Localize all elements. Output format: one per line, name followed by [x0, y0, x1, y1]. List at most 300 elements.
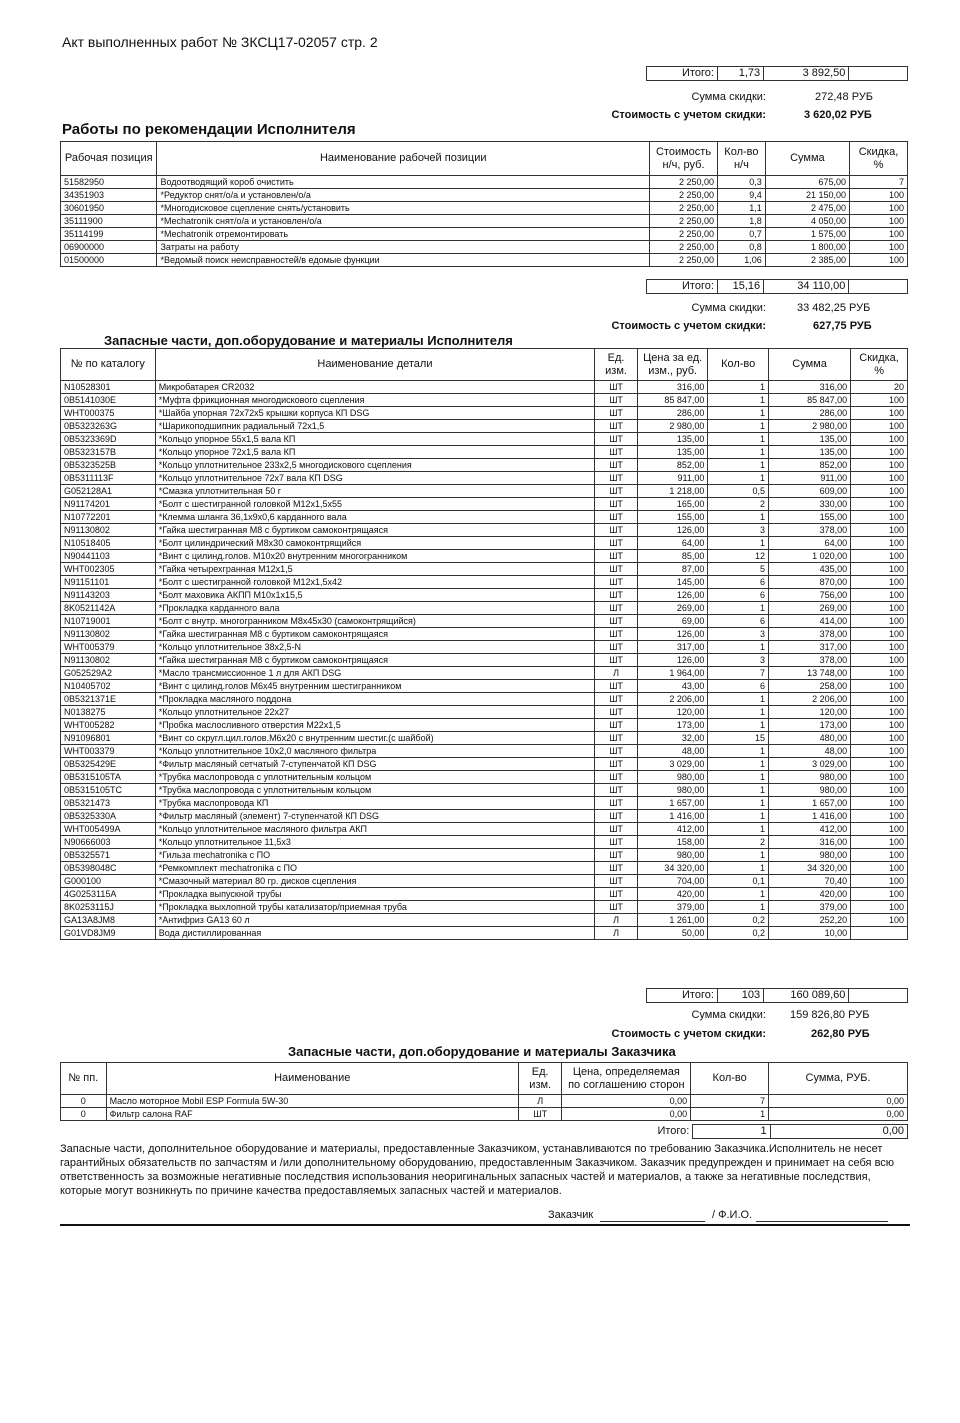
parts-row-cell: WHT005499A — [61, 823, 156, 836]
parts-with-discount-label: Стоимость с учетом скидки: — [611, 1028, 766, 1040]
parts-row-cell: ШТ — [595, 797, 638, 810]
parts-row-cell: *Кольцо уплотнительное 11,5x3 — [155, 836, 595, 849]
parts-row-cell: *Трубка маслопровода с уплотнительным кольцом — [155, 771, 595, 784]
works-total-qty: 15,16 — [717, 280, 763, 294]
parts-row-cell: *Гайка шестигранная M8 с буртиком самоконтрящаяся — [155, 628, 595, 641]
parts-discount-label: Сумма скидки: — [691, 1009, 766, 1021]
parts-row-cell: 135,00 — [768, 446, 850, 459]
parts-row-cell: 269,00 — [637, 602, 707, 615]
parts-row-cell: ШТ — [595, 784, 638, 797]
parts-row-cell: 0B5321371E — [61, 693, 156, 706]
parts-row-cell: Л — [595, 667, 638, 680]
parts-header-sum: Сумма — [768, 349, 850, 381]
parts-row-cell: *Пробка маслосливного отверстия M22x1,5 — [155, 719, 595, 732]
parts-row-cell: 379,00 — [637, 901, 707, 914]
cust-header-sum: Сумма, РУБ. — [769, 1063, 908, 1095]
parts-row-cell: N10518405 — [61, 537, 156, 550]
customer-row — [61, 1095, 908, 1108]
parts-row-cell: 852,00 — [637, 459, 707, 472]
parts-row-cell: 1 — [708, 459, 769, 472]
parts-row-cell: *Шайба упорная 72x72x5 крышки корпуса КП DSG — [155, 407, 595, 420]
top-total-empty — [849, 67, 908, 81]
parts-row-cell: ШТ — [595, 433, 638, 446]
parts-row-cell: N91151101 — [61, 576, 156, 589]
works-row-cell: 2 250,00 — [650, 241, 718, 254]
works-row-cell: 34351903 — [61, 189, 157, 202]
parts-row-cell: 911,00 — [768, 472, 850, 485]
parts-row-cell: 0B5321473 — [61, 797, 156, 810]
parts-row — [61, 407, 908, 420]
parts-row — [61, 550, 908, 563]
parts-header-catalog: № по каталогу — [61, 349, 156, 381]
works-row — [61, 202, 908, 215]
parts-discount-value: 159 826,80 РУБ — [790, 1009, 870, 1021]
works-row-cell: 1 575,00 — [765, 228, 849, 241]
parts-row-cell: ШТ — [595, 628, 638, 641]
signature-customer-label: Заказчик — [548, 1209, 594, 1221]
parts-row-cell: 252,20 — [768, 914, 850, 927]
parts-row — [61, 810, 908, 823]
parts-row-cell: *Муфта фрикционная многодискового сцепления — [155, 394, 595, 407]
parts-row-cell: 0B5311113F — [61, 472, 156, 485]
parts-row-cell: 0B5315105TA — [61, 771, 156, 784]
parts-row — [61, 563, 908, 576]
parts-row-cell: 135,00 — [768, 433, 850, 446]
works-row-cell: 2 250,00 — [650, 215, 718, 228]
works-row-cell: 2 250,00 — [650, 202, 718, 215]
parts-row-cell: 1 — [708, 511, 769, 524]
parts-row-cell: 412,00 — [637, 823, 707, 836]
parts-row-cell: WHT002305 — [61, 563, 156, 576]
parts-row-cell: 269,00 — [768, 602, 850, 615]
parts-row-cell: 1 — [708, 472, 769, 485]
parts-row — [61, 459, 908, 472]
parts-row-cell: 100 — [851, 875, 908, 888]
parts-row-cell: ШТ — [595, 810, 638, 823]
parts-row-cell: *Кольцо упорное 55x1,5 вала КП — [155, 433, 595, 446]
parts-row-cell: 1 261,00 — [637, 914, 707, 927]
parts-row-cell: *Кольцо уплотнительное 38x2,5-N — [155, 641, 595, 654]
parts-row-cell: 420,00 — [637, 888, 707, 901]
parts-row-cell: *Кольцо уплотнительное масляного фильтра АКП — [155, 823, 595, 836]
works-total-sum: 34 110,00 — [764, 280, 849, 294]
parts-row-cell: 316,00 — [768, 836, 850, 849]
parts-row — [61, 901, 908, 914]
parts-row-cell: ШТ — [595, 680, 638, 693]
parts-row-cell: 412,00 — [768, 823, 850, 836]
parts-row-cell: 1 — [708, 706, 769, 719]
parts-row-cell: 100 — [851, 537, 908, 550]
parts-row-cell: *Гайка четырехгранная M12x1,5 — [155, 563, 595, 576]
parts-row-cell: 100 — [851, 563, 908, 576]
parts-row-cell: 100 — [851, 862, 908, 875]
works-row-cell: 100 — [850, 202, 908, 215]
parts-row — [61, 641, 908, 654]
parts-row-cell: ШТ — [595, 823, 638, 836]
parts-row-cell: 1 657,00 — [637, 797, 707, 810]
customer-row-cell: 0,00 — [769, 1095, 908, 1108]
parts-row — [61, 394, 908, 407]
parts-row-cell: ШТ — [595, 485, 638, 498]
parts-row-cell: 0B5141030E — [61, 394, 156, 407]
parts-row-cell: 100 — [851, 849, 908, 862]
parts-row-cell: *Шарикоподшипник радиальный 72x1,5 — [155, 420, 595, 433]
parts-row-cell: *Гайка шестигранная M8 с буртиком самоконтрящаяся — [155, 524, 595, 537]
parts-row-cell: 165,00 — [637, 498, 707, 511]
parts-row — [61, 667, 908, 680]
parts-row-cell: 135,00 — [637, 446, 707, 459]
parts-row-cell: 1 — [708, 693, 769, 706]
parts-row-cell: 100 — [851, 394, 908, 407]
parts-row-cell: 1 657,00 — [768, 797, 850, 810]
parts-row-cell: ШТ — [595, 498, 638, 511]
parts-row-cell: 1 — [708, 433, 769, 446]
parts-with-discount-value: 262,80 РУБ — [811, 1028, 870, 1040]
parts-total-empty — [849, 989, 908, 1003]
parts-row-cell: 378,00 — [768, 524, 850, 537]
parts-row-cell: 126,00 — [637, 628, 707, 641]
parts-row-cell: ШТ — [595, 862, 638, 875]
parts-row — [61, 693, 908, 706]
parts-row-cell: G000100 — [61, 875, 156, 888]
works-row-cell: *Редуктор снят/о/а и установлен/о/а — [157, 189, 650, 202]
parts-row-cell: 100 — [851, 576, 908, 589]
parts-row-cell: 100 — [851, 485, 908, 498]
parts-row — [61, 602, 908, 615]
parts-row-cell: 145,00 — [637, 576, 707, 589]
parts-row-cell: 85,00 — [637, 550, 707, 563]
works-header-discount: Скидка, % — [850, 142, 908, 176]
parts-row-cell: 1 — [708, 823, 769, 836]
parts-row-cell: 100 — [851, 407, 908, 420]
parts-row-cell: ШТ — [595, 745, 638, 758]
parts-row — [61, 628, 908, 641]
parts-row-cell: 100 — [851, 680, 908, 693]
works-row — [61, 254, 908, 267]
parts-row-cell: 100 — [851, 693, 908, 706]
parts-row-cell: N91143203 — [61, 589, 156, 602]
parts-row-cell: *Болт с шестигранной головкой M12x1,5x55 — [155, 498, 595, 511]
parts-row-cell: ШТ — [595, 459, 638, 472]
works-with-discount-label: Стоимость с учетом скидки: — [611, 320, 766, 332]
parts-row-cell: 100 — [851, 745, 908, 758]
parts-row-cell: 379,00 — [768, 901, 850, 914]
parts-row-cell: 420,00 — [768, 888, 850, 901]
parts-row-cell: *Гайка шестигранная M8 с буртиком самоконтрящаяся — [155, 654, 595, 667]
parts-row-cell: 100 — [851, 472, 908, 485]
parts-row-cell: 1 — [708, 537, 769, 550]
cust-total-sum: 0,00 — [770, 1125, 907, 1139]
works-total-label: Итого: — [647, 280, 718, 294]
parts-row-cell: 100 — [851, 719, 908, 732]
works-total-table — [646, 279, 908, 294]
parts-row-cell: 980,00 — [768, 784, 850, 797]
parts-row-cell: 64,00 — [637, 537, 707, 550]
parts-row-cell: *Масло трансмиссионное 1 л для АКП DSG — [155, 667, 595, 680]
parts-row-cell: *Прокладка выхлопной трубы катализатор/приемная труба — [155, 901, 595, 914]
parts-row-cell: 173,00 — [768, 719, 850, 732]
parts-row — [61, 732, 908, 745]
parts-row — [61, 576, 908, 589]
parts-row-cell: N90441103 — [61, 550, 156, 563]
parts-row-cell: 48,00 — [768, 745, 850, 758]
parts-row-cell: 100 — [851, 888, 908, 901]
parts-row-cell: *Смазочный материал 80 гр. дисков сцепления — [155, 875, 595, 888]
parts-row-cell: 1 — [708, 888, 769, 901]
parts-row-cell: 980,00 — [637, 849, 707, 862]
parts-row-cell: 980,00 — [768, 849, 850, 862]
works-with-discount-value: 627,75 РУБ — [813, 320, 872, 332]
parts-row-cell: 911,00 — [637, 472, 707, 485]
parts-row-cell: WHT005379 — [61, 641, 156, 654]
parts-row — [61, 797, 908, 810]
parts-row-cell: N91130802 — [61, 628, 156, 641]
parts-row-cell: 0B5323263G — [61, 420, 156, 433]
works-header-rate: Стоимость н/ч, руб. — [650, 142, 718, 176]
parts-row-cell: 0B5315105TC — [61, 784, 156, 797]
parts-row-cell: *Гильза mechatronika с ПО — [155, 849, 595, 862]
parts-row-cell: *Винт со скругл.цил.голов.M6x20 с внутренним шестиг.(с шайбой) — [155, 732, 595, 745]
parts-row-cell: 43,00 — [637, 680, 707, 693]
parts-row-cell: 2 206,00 — [637, 693, 707, 706]
customer-row-cell: 7 — [691, 1095, 769, 1108]
parts-row — [61, 589, 908, 602]
works-header-sum: Сумма — [765, 142, 849, 176]
parts-total-label: Итого: — [647, 989, 718, 1003]
works-header-position: Рабочая позиция — [61, 142, 157, 176]
parts-row — [61, 745, 908, 758]
parts-row — [61, 511, 908, 524]
parts-row — [61, 784, 908, 797]
works-header-name: Наименование рабочей позиции — [157, 142, 650, 176]
parts-row-cell: 100 — [851, 901, 908, 914]
parts-row-cell: ШТ — [595, 420, 638, 433]
parts-row-cell: ШТ — [595, 602, 638, 615]
parts-row-cell: Микробатарея CR2032 — [155, 381, 595, 394]
parts-row — [61, 927, 908, 940]
parts-row-cell: 100 — [851, 914, 908, 927]
parts-row-cell — [851, 927, 908, 940]
parts-row-cell: N10772201 — [61, 511, 156, 524]
parts-header-name: Наименование детали — [155, 349, 595, 381]
parts-row-cell: N91174201 — [61, 498, 156, 511]
top-discount-label: Сумма скидки: — [691, 91, 766, 103]
parts-row-cell: ШТ — [595, 693, 638, 706]
parts-row-cell: 1 — [708, 641, 769, 654]
parts-row-cell: 1 416,00 — [637, 810, 707, 823]
customer-row-cell: 0 — [61, 1095, 107, 1108]
parts-row-cell: 100 — [851, 823, 908, 836]
parts-row-cell: 48,00 — [637, 745, 707, 758]
parts-row-cell: 5 — [708, 563, 769, 576]
parts-row-cell: 15 — [708, 732, 769, 745]
parts-row-cell: *Болт с шестигранной головкой M12x1,5x42 — [155, 576, 595, 589]
parts-row-cell: 126,00 — [637, 654, 707, 667]
works-header-qty: Кол-во н/ч — [718, 142, 766, 176]
parts-row-cell: G052529A2 — [61, 667, 156, 680]
parts-header-discount: Скидка, % — [851, 349, 908, 381]
parts-row-cell: ШТ — [595, 537, 638, 550]
parts-row-cell: *Ремкомплект mechatronika с ПО — [155, 862, 595, 875]
parts-row — [61, 823, 908, 836]
top-total-table — [646, 66, 908, 81]
parts-row-cell: 1 — [708, 420, 769, 433]
parts-header-price: Цена за ед. изм., руб. — [637, 349, 707, 381]
works-row — [61, 189, 908, 202]
parts-row — [61, 836, 908, 849]
parts-row-cell: 100 — [851, 654, 908, 667]
parts-row-cell: 34 320,00 — [637, 862, 707, 875]
parts-row-cell: ШТ — [595, 589, 638, 602]
parts-row-cell: 8K0521142A — [61, 602, 156, 615]
parts-row-cell: ШТ — [595, 836, 638, 849]
parts-row-cell: WHT003379 — [61, 745, 156, 758]
top-total-sum: 3 892,50 — [764, 67, 849, 81]
parts-row-cell: 100 — [851, 511, 908, 524]
parts-row — [61, 719, 908, 732]
works-row-cell: 35114199 — [61, 228, 157, 241]
parts-row-cell: 100 — [851, 667, 908, 680]
works-table — [60, 141, 908, 267]
parts-row-cell: ШТ — [595, 550, 638, 563]
customer-row-cell: 0,00 — [562, 1095, 691, 1108]
parts-row-cell: 2 980,00 — [637, 420, 707, 433]
parts-row — [61, 758, 908, 771]
parts-row-cell: 1 — [708, 446, 769, 459]
customer-row-cell: 1 — [691, 1108, 769, 1121]
cust-header-price: Цена, определяемая по соглашению сторон — [562, 1063, 691, 1095]
parts-row-cell: *Прокладка карданного вала — [155, 602, 595, 615]
parts-row — [61, 537, 908, 550]
parts-row-cell: ШТ — [595, 888, 638, 901]
works-discount-label: Сумма скидки: — [691, 302, 766, 314]
parts-row-cell: 435,00 — [768, 563, 850, 576]
works-row — [61, 241, 908, 254]
parts-row-cell: 1 — [708, 381, 769, 394]
works-row-cell: 1,1 — [718, 202, 766, 215]
parts-row-cell: 126,00 — [637, 524, 707, 537]
works-row-cell: Затраты на работу — [157, 241, 650, 254]
works-row-cell: 2 250,00 — [650, 176, 718, 189]
parts-row-cell: 0B5325571 — [61, 849, 156, 862]
parts-row-cell: N91130802 — [61, 524, 156, 537]
works-row-cell: 21 150,00 — [765, 189, 849, 202]
parts-row-cell: N10528301 — [61, 381, 156, 394]
parts-row-cell: 378,00 — [768, 628, 850, 641]
parts-row-cell: 1 416,00 — [768, 810, 850, 823]
parts-row-cell: 317,00 — [637, 641, 707, 654]
parts-row-cell: 1 — [708, 407, 769, 420]
parts-row-cell: 100 — [851, 459, 908, 472]
parts-row-cell: 100 — [851, 706, 908, 719]
parts-row-cell: ШТ — [595, 706, 638, 719]
parts-row-cell: ШТ — [595, 732, 638, 745]
parts-row-cell: 100 — [851, 615, 908, 628]
parts-row-cell: 20 — [851, 381, 908, 394]
parts-row — [61, 914, 908, 927]
parts-row — [61, 862, 908, 875]
works-row-cell: 7 — [850, 176, 908, 189]
parts-row-cell: 1 — [708, 797, 769, 810]
parts-row-cell: N91096801 — [61, 732, 156, 745]
parts-row-cell: 50,00 — [637, 927, 707, 940]
parts-row-cell: 100 — [851, 810, 908, 823]
parts-row-cell: WHT005282 — [61, 719, 156, 732]
cust-header-unit: Ед. изм. — [518, 1063, 562, 1095]
parts-row-cell: *Трубка маслопровода КП — [155, 797, 595, 810]
customer-row-cell: Масло моторное Mobil ESP Formula 5W-30 — [106, 1095, 518, 1108]
parts-row-cell: 87,00 — [637, 563, 707, 576]
works-row-cell: *Mechatronik отремонтировать — [157, 228, 650, 241]
parts-row — [61, 524, 908, 537]
parts-row-cell: *Кольцо уплотнительное 233x2,5 многодискового сцепления — [155, 459, 595, 472]
parts-row-cell: 258,00 — [768, 680, 850, 693]
parts-row-cell: *Прокладка выпускной трубы — [155, 888, 595, 901]
cust-total-label: Итого: — [657, 1125, 690, 1137]
works-row-cell: 4 050,00 — [765, 215, 849, 228]
parts-row-cell: ШТ — [595, 524, 638, 537]
parts-row-cell: 100 — [851, 628, 908, 641]
parts-row-cell: 155,00 — [768, 511, 850, 524]
parts-row-cell: 852,00 — [768, 459, 850, 472]
works-row-cell: 1,8 — [718, 215, 766, 228]
parts-table — [60, 348, 908, 940]
top-with-discount-label: Стоимость с учетом скидки: — [611, 109, 766, 121]
parts-row-cell: ШТ — [595, 758, 638, 771]
top-discount-value: 272,48 РУБ — [815, 91, 874, 103]
parts-row-cell: 980,00 — [637, 784, 707, 797]
cust-total-qty: 1 — [693, 1125, 770, 1139]
works-row-cell: Водоотводящий короб очистить — [157, 176, 650, 189]
parts-row-cell: N0138275 — [61, 706, 156, 719]
parts-row-cell: 1 — [708, 771, 769, 784]
parts-row — [61, 472, 908, 485]
works-row-cell: 675,00 — [765, 176, 849, 189]
signature-customer-line — [600, 1221, 705, 1222]
works-row-cell: 100 — [850, 228, 908, 241]
works-row-cell: *Mechatronik снят/о/а и установлен/о/а — [157, 215, 650, 228]
parts-row-cell: 0B5323525B — [61, 459, 156, 472]
parts-row-cell: 6 — [708, 680, 769, 693]
customer-parts-table — [60, 1062, 908, 1121]
parts-row-cell: ШТ — [595, 901, 638, 914]
parts-row-cell: 173,00 — [637, 719, 707, 732]
works-row-cell: 0,8 — [718, 241, 766, 254]
parts-row-cell: 2 — [708, 836, 769, 849]
parts-row-cell: 0,1 — [708, 875, 769, 888]
parts-row-cell: 980,00 — [637, 771, 707, 784]
customer-total-table — [566, 1124, 908, 1139]
parts-row-cell: G052128A1 — [61, 485, 156, 498]
parts-row — [61, 381, 908, 394]
parts-row-cell: 158,00 — [637, 836, 707, 849]
parts-row-cell: 2 206,00 — [768, 693, 850, 706]
parts-row-cell: 32,00 — [637, 732, 707, 745]
parts-title: Запасные части, доп.оборудование и материалы Исполнителя — [104, 333, 513, 348]
parts-row-cell: ШТ — [595, 641, 638, 654]
customer-row-cell: 0,00 — [769, 1108, 908, 1121]
parts-row-cell: 126,00 — [637, 589, 707, 602]
parts-header-qty: Кол-во — [708, 349, 769, 381]
customer-row-cell: Л — [518, 1095, 562, 1108]
parts-row-cell: 12 — [708, 550, 769, 563]
parts-row-cell: ШТ — [595, 511, 638, 524]
parts-total-sum: 160 089,60 — [764, 989, 849, 1003]
parts-row-cell: 3 — [708, 524, 769, 537]
parts-row-cell: 1 964,00 — [637, 667, 707, 680]
parts-row-cell: 85 847,00 — [768, 394, 850, 407]
parts-row-cell: ШТ — [595, 771, 638, 784]
